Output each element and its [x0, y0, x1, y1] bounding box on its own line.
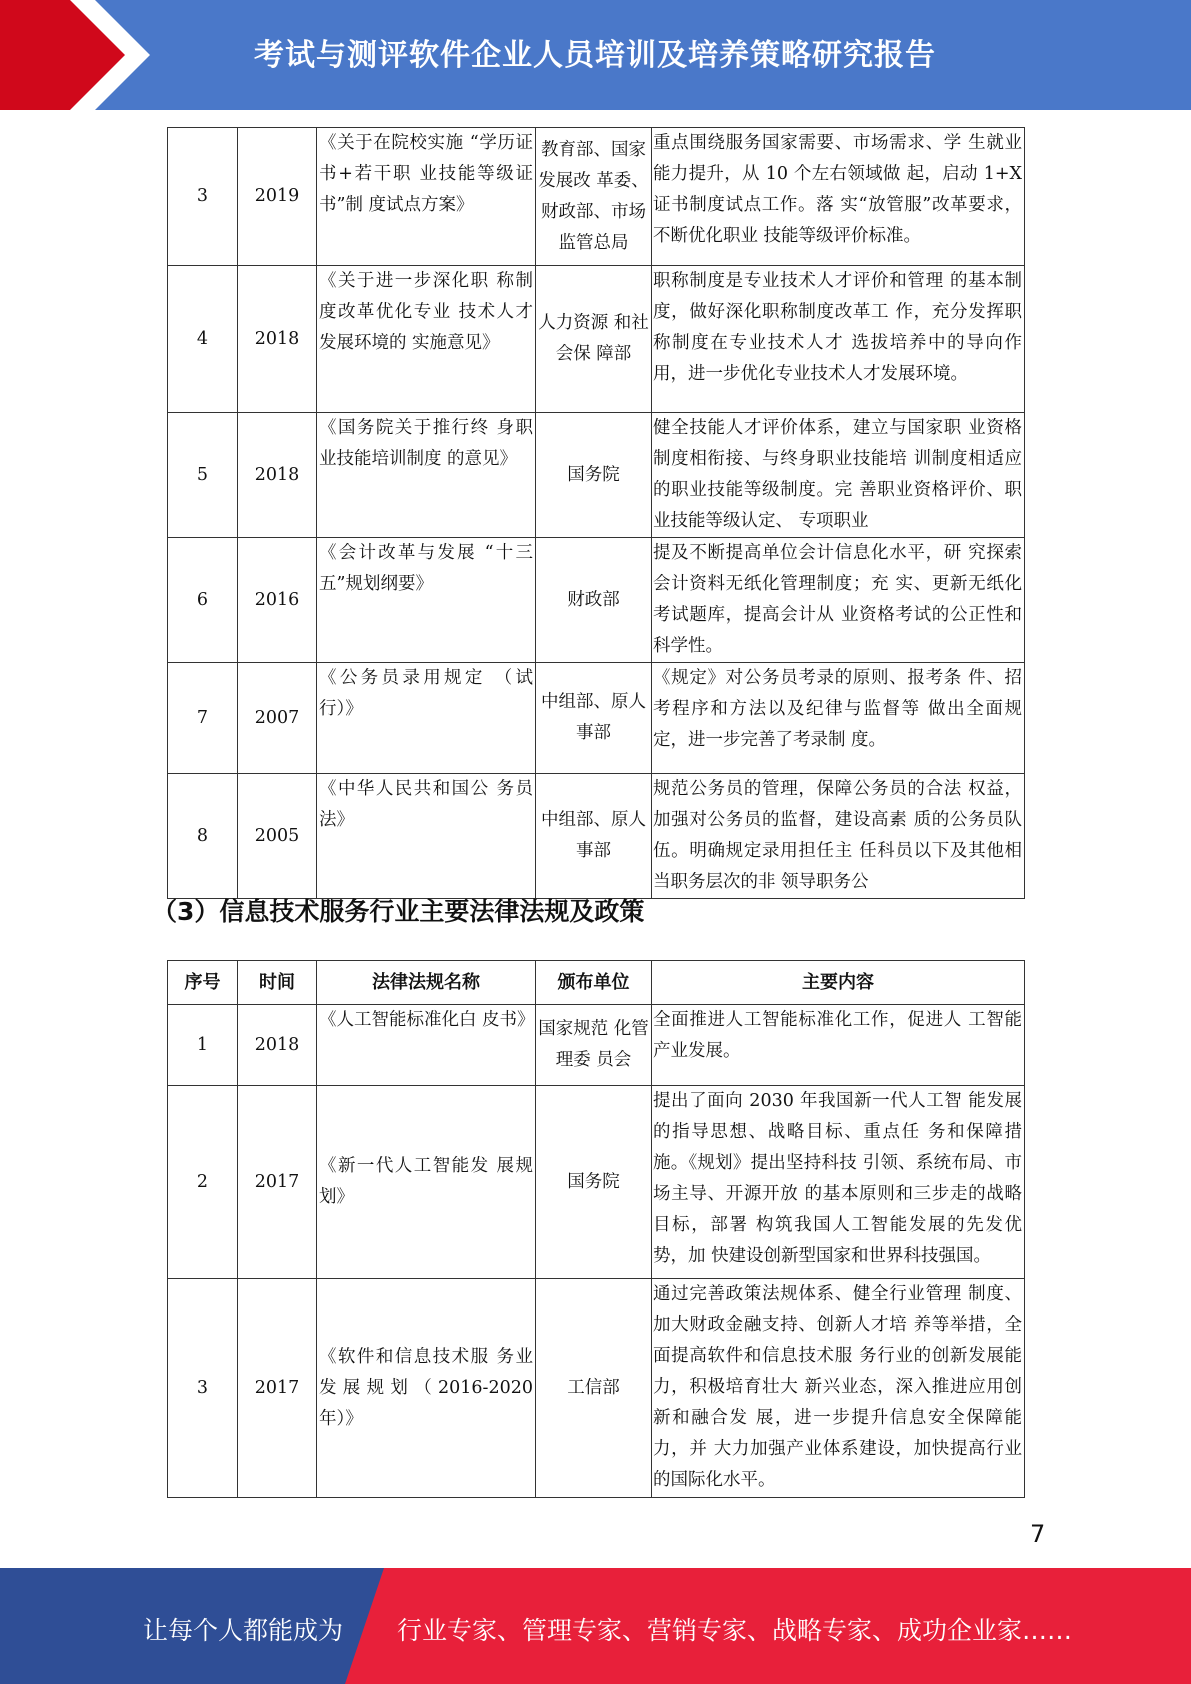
row-number: 3	[168, 1279, 238, 1498]
report-title: 考试与测评软件企业人员培训及培养策略研究报告	[254, 38, 936, 73]
row-year: 2018	[238, 266, 317, 413]
issuing-authority: 工信部	[536, 1279, 652, 1498]
row-year: 2018	[238, 1005, 317, 1086]
row-number: 5	[168, 413, 238, 538]
table-row	[168, 413, 1025, 538]
issuing-authority: 国务院	[536, 1086, 652, 1279]
table-row	[168, 1005, 1025, 1086]
row-year: 2005	[238, 774, 317, 899]
row-year: 2017	[238, 1279, 317, 1498]
main-content: 全面推进人工智能标准化工作，促进人 工智能产业发展。	[652, 1005, 1025, 1086]
issuing-authority: 人力资源 和社会保 障部	[536, 266, 652, 413]
page-footer	[0, 1568, 1191, 1684]
main-content: 提出了面向 2030 年我国新一代人工智 能发展的指导思想、战略目标、重点任 务和保障措施。《规划》提出坚持科技 引领、系统布局、市场主导、开源开放 的基本原则和三步走的战略目标，部署 构筑我国人工智能发展的先发优势，加 快建设创新型国家和世界科技强国。	[652, 1086, 1025, 1279]
table-row	[168, 663, 1025, 774]
regulation-name: 《中华人民共和国公 务员法》	[317, 774, 536, 899]
regulation-name: 《会计改革与发展 “十三五”规划纲要》	[317, 538, 536, 663]
row-year: 2019	[238, 128, 317, 266]
page-number: 7	[1030, 1520, 1046, 1548]
table-row	[168, 1086, 1025, 1279]
row-number: 1	[168, 1005, 238, 1086]
regulation-name: 《公务员录用规定 （试行）》	[317, 663, 536, 774]
row-number: 7	[168, 663, 238, 774]
main-content: 健全技能人才评价体系，建立与国家职 业资格制度相衔接、与终身职业技能培 训制度相适应的职业技能等级制度。完 善职业资格评价、职业技能等级认定、 专项职业	[652, 413, 1025, 538]
main-content: 重点围绕服务国家需要、市场需求、学 生就业能力提升，从 10 个左右领域做 起，启动 1+X 证书制度试点工作。落 实“放管服”改革要求，不断优化职业 技能等级评价标准。	[652, 128, 1025, 266]
issuing-authority: 教育部、国家发展改 革委、财政部、市场监管总局	[536, 128, 652, 266]
table-row	[168, 128, 1025, 266]
issuing-authority: 财政部	[536, 538, 652, 663]
main-content: 通过完善政策法规体系、健全行业管理 制度、加大财政金融支持、创新人才培 养等举措，全面提高软件和信息技术服 务行业的创新发展能力，积极培育壮大 新兴业态，深入推进应用创新和融合发 展，进一步提升信息安全保障能力，并 大力加强产业体系建设，加快提高行业 的国际化水平。	[652, 1279, 1025, 1498]
policy-table-continued	[167, 127, 1025, 899]
main-content: 规范公务员的管理，保障公务员的合法 权益，加强对公务员的监督，建设高素 质的公务员队伍。明确规定录用担任主 任科员以下及其他相当职务层次的非 领导职务公	[652, 774, 1025, 899]
footer-slogan-left: 让每个人都能成为	[143, 1616, 344, 1645]
row-number: 2	[168, 1086, 238, 1279]
main-content: 提及不断提高单位会计信息化水平，研 究探索会计资料无纸化管理制度；充 实、更新无纸化考试题库，提高会计从 业资格考试的公正性和科学性。	[652, 538, 1025, 663]
regulation-name: 《国务院关于推行终 身职业技能培训制度 的意见》	[317, 413, 536, 538]
table-row	[168, 266, 1025, 413]
row-number: 6	[168, 538, 238, 663]
column-header-time: 时间	[238, 961, 317, 1005]
main-content: 《规定》对公务员考录的原则、报考条 件、招考程序和方法以及纪律与监督等 做出全面规定，进一步完善了考录制 度。	[652, 663, 1025, 774]
column-header-regulation-name: 法律法规名称	[317, 961, 536, 1005]
table-row	[168, 538, 1025, 663]
regulation-name: 《新一代人工智能发 展规划》	[317, 1086, 536, 1279]
table-header-row	[168, 961, 1025, 1005]
regulation-name: 《关于在院校实施 “学历证书+若干职 业技能等级证书”制 度试点方案》	[317, 128, 536, 266]
issuing-authority: 国家规范 化管理委 员会	[536, 1005, 652, 1086]
table-row	[168, 774, 1025, 899]
issuing-authority: 中组部、原人事部	[536, 774, 652, 899]
regulation-name: 《软件和信息技术服 务业发展规划（2016-2020 年）》	[317, 1279, 536, 1498]
main-content: 职称制度是专业技术人才评价和管理 的基本制度，做好深化职称制度改革工 作，充分发挥职称制度在专业技术人才 选拔培养中的导向作用，进一步优化专业技术人才发展环境。	[652, 266, 1025, 413]
footer-slogan-right: 行业专家、管理专家、营销专家、战略专家、成功企业家……	[397, 1616, 1073, 1645]
column-header-number: 序号	[168, 961, 238, 1005]
row-year: 2017	[238, 1086, 317, 1279]
row-number: 8	[168, 774, 238, 899]
issuing-authority: 中组部、原人事部	[536, 663, 652, 774]
section-heading: （3）信息技术服务行业主要法律法规及政策	[152, 897, 645, 926]
row-year: 2016	[238, 538, 317, 663]
regulation-name: 《关于进一步深化职 称制度改革优化专业 技术人才发展环境的 实施意见》	[317, 266, 536, 413]
issuing-authority: 国务院	[536, 413, 652, 538]
page-header	[0, 0, 1191, 110]
regulation-name: 《人工智能标准化白 皮书》	[317, 1005, 536, 1086]
row-year: 2007	[238, 663, 317, 774]
row-number: 4	[168, 266, 238, 413]
column-header-content: 主要内容	[652, 961, 1025, 1005]
it-services-policy-table	[167, 960, 1025, 1498]
row-number: 3	[168, 128, 238, 266]
row-year: 2018	[238, 413, 317, 538]
table-row	[168, 1279, 1025, 1498]
column-header-issuer: 颁布单位	[536, 961, 652, 1005]
